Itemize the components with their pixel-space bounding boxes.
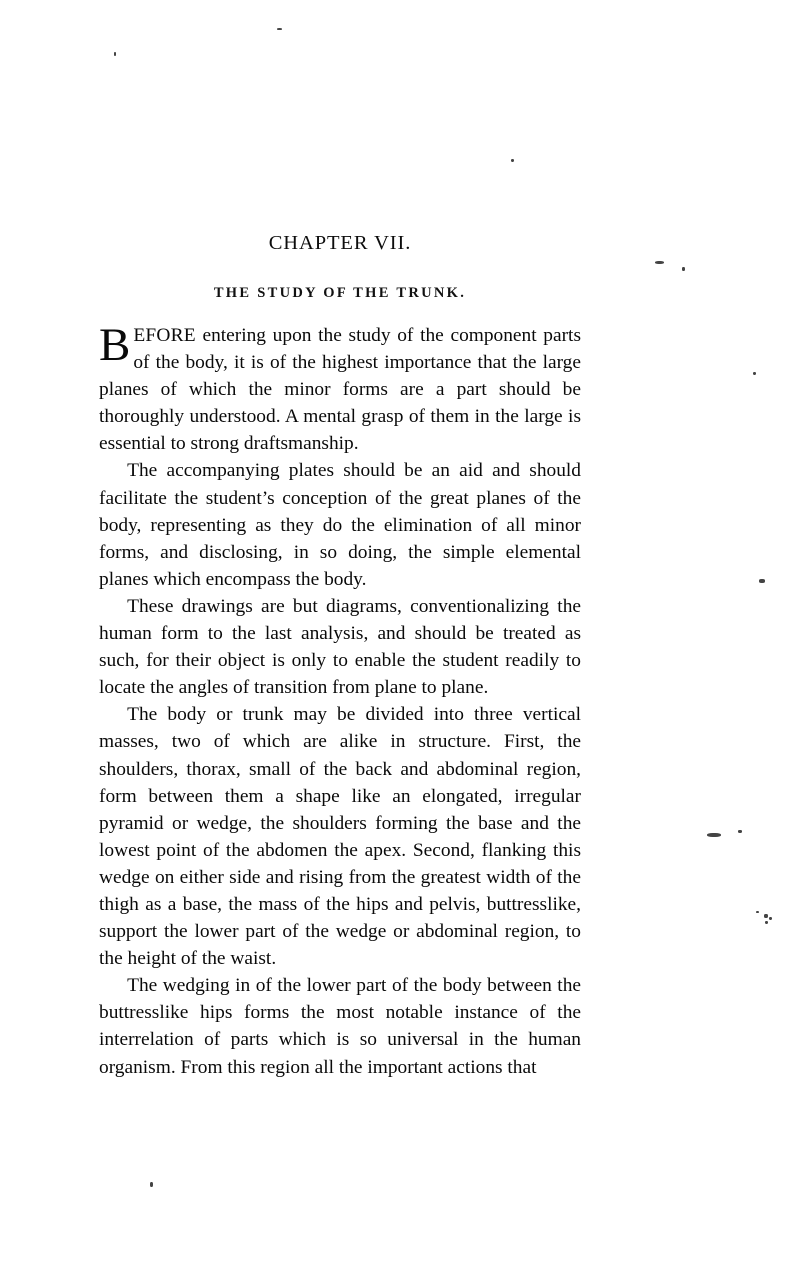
scan-speck <box>764 914 768 918</box>
chapter-title: CHAPTER VII. <box>268 232 412 254</box>
drop-cap-letter: B <box>99 319 131 371</box>
paragraph-3: These drawings are but diagrams, conventionalizing the human form to the last analysis, and should be treated as such, for their object is only to enable the student readily to locate the angles of transition from plane to plane. <box>99 595 581 699</box>
scan-speck <box>277 28 282 30</box>
scan-speck <box>707 833 721 837</box>
paragraph-1 <box>99 319 581 457</box>
paragraph-4: The body or trunk may be divided into three vertical masses, two of which are alike in structure. First, the shoulders, thorax, small of the back and abdominal region, form between them a shape like an elongated, irregular pyramid or wedge, the shoulders forming the base and the lowest point of the abdomen the apex. Second, flanking this wedge on either side and rising from the greatest width of the thigh as a base, the mass of the hips and pelvis, buttresslike, support the lower part of the wedge or abdominal region, to the height of the waist. <box>99 704 581 970</box>
paragraph-2: The accompanying plates should be an aid and should facilitate the student’s conception of the great planes of the body, representing as they do the elimination of all minor forms, and disclosing, in so doing, the simple elemental planes which encompass the body. <box>99 460 581 590</box>
scan-speck <box>756 911 759 913</box>
scan-speck <box>511 159 514 162</box>
paragraph-1-text: entering upon the study of the component parts of the body, it is of the highest importance that the large planes of which the minor forms are a part should be thoroughly understood. A mental grasp of them in the large is essential to strong draftsmanship. <box>99 325 581 455</box>
scan-speck <box>769 917 772 920</box>
paragraph-5: The wedging in of the lower part of the body between the buttresslike hips forms the most notable instance of the interrelation of parts which is so universal in the human organism. From this region all the important actions that <box>99 975 581 1078</box>
scan-speck <box>738 830 742 833</box>
section-title: THE STUDY OF THE TRUNK. <box>213 285 467 301</box>
scan-speck <box>682 267 685 271</box>
text-column <box>99 232 581 1081</box>
scan-speck <box>753 372 756 375</box>
scan-speck <box>150 1182 153 1187</box>
paragraph-1-lead-caps: EFORE <box>133 325 196 346</box>
scan-speck <box>759 579 765 583</box>
scan-speck <box>114 52 116 56</box>
scan-speck <box>655 261 664 264</box>
scan-speck <box>765 921 768 924</box>
